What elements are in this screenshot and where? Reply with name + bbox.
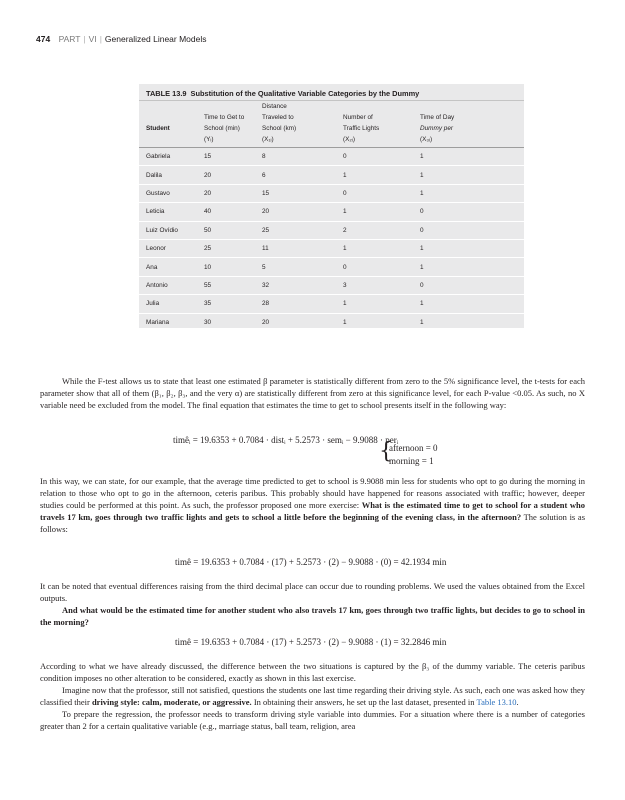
cell: 1 <box>420 258 524 276</box>
col-header-distance <box>262 101 343 148</box>
header-line: Dummy per <box>420 125 454 132</box>
table-row <box>139 276 524 294</box>
paragraph-text: . <box>516 697 519 708</box>
header-line: (Yᵢ) <box>204 136 214 143</box>
cell: 0 <box>420 276 524 294</box>
equation-afternoon: timê = 19.6353 + 0.7084 · (17) + 5.2573 · (2) − 9.9088 · (0) = 42.1934 min <box>175 557 447 567</box>
header-line <box>146 134 204 145</box>
cell: 20 <box>262 203 343 221</box>
header-line: School (km) <box>262 125 297 132</box>
paragraph-text: According to what we have already discussed, the difference between the two situations is captured by the β₃ of the dummy variable. The ceteris paribus condition imposes no other alteration to be considered, exactly as shown in this last exercise. <box>40 661 585 684</box>
cell: 55 <box>204 276 262 294</box>
paragraph-text: While the F-test allows us to state that least one estimated β parameter is statistically different from zero to the 5% significance level, the t-tests for each parameter show that all of them (β₁, β₂, β₃, and the very α) are statistically different from zero at this significance level, for each P-value <0.05. As such, no X variable need be excluded from the model. The final equation that estimates the time to get to school presents itself in the following way: <box>40 376 585 411</box>
cell: 25 <box>262 221 343 239</box>
header-line: Number of <box>343 114 373 121</box>
table-row <box>139 203 524 221</box>
col-header-time-of-day <box>420 101 524 148</box>
paragraph-rounding <box>40 580 585 628</box>
cell: 3 <box>343 276 420 294</box>
cell: 11 <box>262 239 343 257</box>
table-row <box>139 313 524 331</box>
cell: Gabriela <box>139 148 204 166</box>
cell: 35 <box>204 295 262 313</box>
cell: 8 <box>262 148 343 166</box>
question-text: And what would be the estimated time for another student who also travels 17 km, goes through two traffic lights, but decides to go to school in the morning? <box>40 605 585 628</box>
paragraph-text: In this way, we can state, for our example, that the average time predicted to get to school is 9.9088 min less for students who opt to go during the morning in relation to those who opt to go in the afternoon, ceteris paribus. This probably should have happened for reasons associated with traffic; however, deeper studies could be performed at this point. As such, the professor proposed one more exercise: <box>40 476 585 511</box>
table-row <box>139 166 524 184</box>
cell: 0 <box>343 258 420 276</box>
header-line: Traffic Lights <box>343 125 380 132</box>
header-line <box>146 101 204 112</box>
col-header-time <box>204 101 262 148</box>
cell: 15 <box>262 184 343 202</box>
header-line: (X₂ᵢ) <box>343 136 356 143</box>
header-line: Traveled to <box>262 114 294 121</box>
cell: 0 <box>343 184 420 202</box>
cell: 1 <box>420 295 524 313</box>
cell: 28 <box>262 295 343 313</box>
cell: Ana <box>139 258 204 276</box>
chapter-title: Generalized Linear Models <box>104 34 207 44</box>
table-header-row <box>139 101 524 148</box>
table-13-10-link[interactable]: Table 13.10 <box>476 697 517 708</box>
driving-style-text: driving style: calm, moderate, or aggressive. <box>91 697 252 708</box>
cell: Mariana <box>139 313 204 331</box>
question-text: What is the estimated time to get to school for a student who travels 17 km, goes through two traffic lights and gets to school a little before the beginning of the evening class, in the afternoon? <box>40 500 586 523</box>
cell: Gustavo <box>139 184 204 202</box>
header-line: Distance <box>262 103 287 110</box>
cell: Julia <box>139 295 204 313</box>
header-line: School (min) <box>204 125 240 132</box>
table-row <box>139 221 524 239</box>
cell: 32 <box>262 276 343 294</box>
header-line: Time of Day <box>420 114 455 121</box>
cell: 1 <box>343 166 420 184</box>
header-line: Student <box>146 125 170 132</box>
dummy-brace <box>379 439 499 470</box>
paragraph-text: It can be noted that eventual differences raising from the third decimal place can occur due to rounding problems. We used the values obtained from the Excel outputs. <box>40 581 585 604</box>
cell: 0 <box>420 221 524 239</box>
col-header-traffic-lights <box>343 101 420 148</box>
table-row <box>139 295 524 313</box>
header-line: (X₃ᵢ) <box>420 136 433 143</box>
cell: 1 <box>420 148 524 166</box>
header-divider: | <box>83 34 86 44</box>
cell: Leonor <box>139 239 204 257</box>
paragraph-text: In obtaining their answers, he set up the last dataset, presented in <box>253 697 475 708</box>
table-row <box>139 148 524 166</box>
cell: 25 <box>204 239 262 257</box>
equation-morning: timê = 19.6353 + 0.7084 · (17) + 5.2573 · (2) − 9.9088 · (1) = 32.2846 min <box>175 637 447 647</box>
cell: Leticia <box>139 203 204 221</box>
table-row <box>139 239 524 257</box>
paragraph-interpretation <box>40 475 585 535</box>
header-divider-2: | <box>99 34 102 44</box>
brace-line-morning: morning = 1 <box>389 456 434 466</box>
brace-line-afternoon: afternoon = 0 <box>389 443 438 453</box>
header-line: (X₁ᵢ) <box>262 136 274 143</box>
table-caption <box>146 89 419 98</box>
cell: 1 <box>420 166 524 184</box>
col-header-student <box>139 101 204 148</box>
header-line: Time to Get to <box>204 114 245 121</box>
table-row <box>139 258 524 276</box>
table-title: Substitution of the Qualitative Variable Categories by the Dummy <box>190 89 420 98</box>
cell: Dalila <box>139 166 204 184</box>
cell: 20 <box>204 184 262 202</box>
cell: 2 <box>343 221 420 239</box>
paragraph-text: To prepare the regression, the professor needs to transform driving style variable into dummies. For a situation where there is a number of categories greater than 2 for a certain qualitative variable (e.g., marriage status, ball team, religion, area <box>40 709 585 732</box>
cell: 1 <box>420 184 524 202</box>
table-label: TABLE 13.9 <box>146 89 187 98</box>
cell: 1 <box>420 239 524 257</box>
header-line <box>420 101 524 112</box>
cell: 20 <box>204 166 262 184</box>
cell: 0 <box>420 203 524 221</box>
data-table <box>139 100 524 332</box>
cell: 20 <box>262 313 343 331</box>
cell: 1 <box>420 313 524 331</box>
cell: 1 <box>343 203 420 221</box>
left-brace-icon: { <box>379 439 393 464</box>
cell: 50 <box>204 221 262 239</box>
paragraph-text: The solution is as follows: <box>40 512 586 535</box>
cell: 10 <box>204 258 262 276</box>
cell: 1 <box>343 295 420 313</box>
equation-final-model: timêᵢ = 19.6353 + 0.7084 · distᵢ + 5.2573 · semᵢ − 9.9088 · perᵢ <box>173 435 399 445</box>
cell: 15 <box>204 148 262 166</box>
header-line <box>343 101 420 112</box>
part-number: VI <box>88 34 97 44</box>
cell: 30 <box>204 313 262 331</box>
paragraph-text: Imagine now that the professor, still not satisfied, questions the students one last time regarding their driving style. As such, each one was asked how they classified their <box>40 685 586 708</box>
cell: 0 <box>343 148 420 166</box>
running-header <box>36 34 207 44</box>
page-number: 474 <box>36 34 51 44</box>
cell: 1 <box>343 313 420 331</box>
cell: 40 <box>204 203 262 221</box>
part-label: PART <box>58 34 81 44</box>
data-table-box <box>139 84 524 328</box>
paragraph-conclusion <box>40 660 585 733</box>
paragraph-f-test <box>40 375 585 411</box>
cell: 5 <box>262 258 343 276</box>
cell: 1 <box>343 239 420 257</box>
cell: Luiz Ovídio <box>139 221 204 239</box>
cell: Antonio <box>139 276 204 294</box>
cell: 6 <box>262 166 343 184</box>
header-line <box>146 112 204 123</box>
header-line <box>204 101 262 112</box>
table-row <box>139 184 524 202</box>
